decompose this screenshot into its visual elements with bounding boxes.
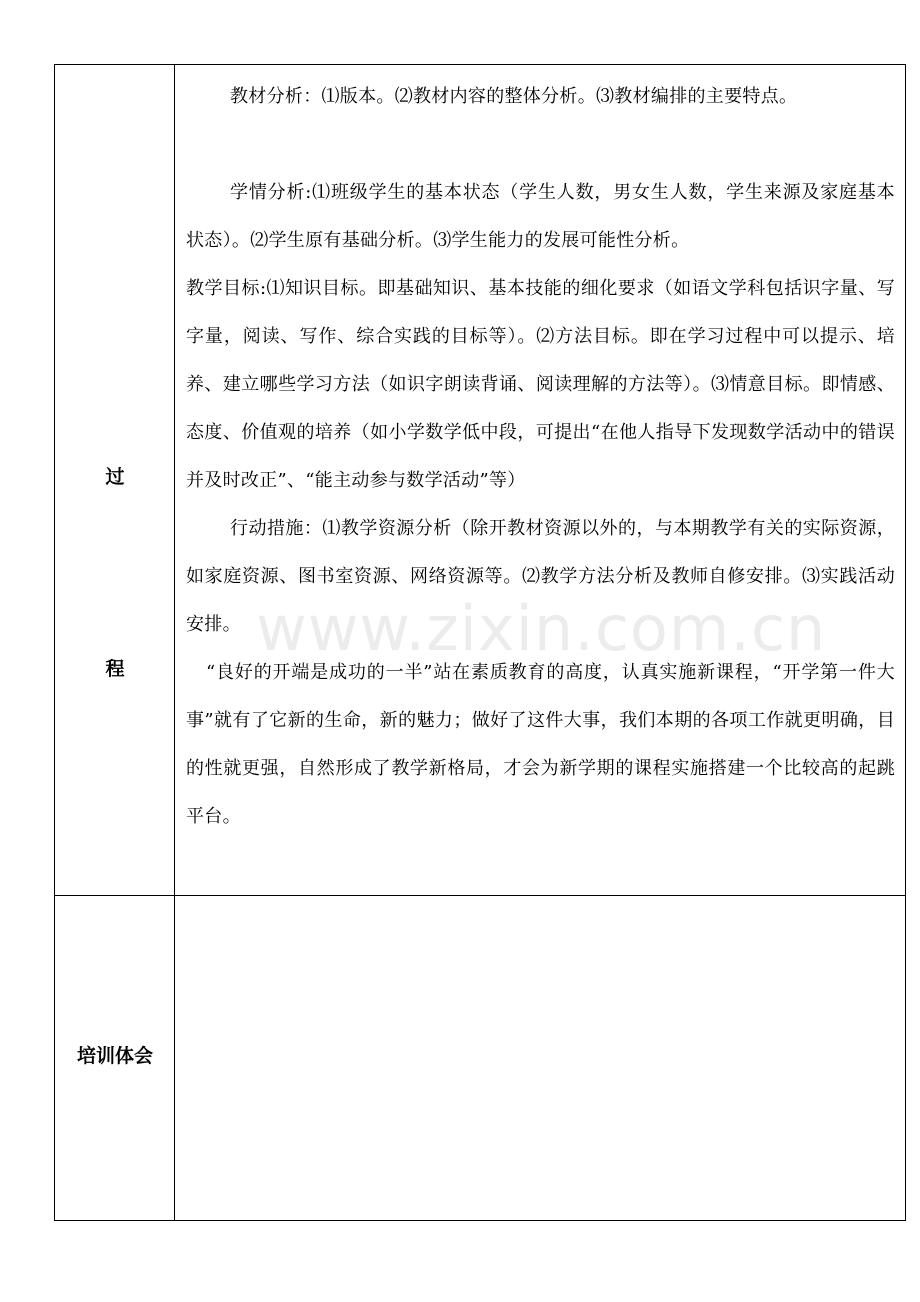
action-measures-paragraph: 行动措施：⑴教学资源分析（除开教材资源以外的，与本期教学有关的实际资源，如家庭资源、图书室资源、网络资源等。⑵教学方法分析及教师自修安排。⑶实践活动安排。 [186,518,895,635]
process-content-cell [175,65,906,896]
process-label-char-2: 程 [105,658,125,680]
process-row [55,65,906,896]
training-reflection-label-cell [55,896,175,1221]
document-table [54,64,906,1221]
training-reflection-row [55,896,906,1221]
watermark-text: www.zixin.com.cn [256,592,827,665]
process-label-cell [55,65,175,896]
training-reflection-content-cell[interactable] [175,896,906,1221]
learner-analysis-paragraph: 学情分析:⑴班级学生的基本状态（学生人数，男女生人数，学生来源及家庭基本状态）。⑵学生原有基础分析。⑶学生能力的发展可能性分析。 [186,182,895,251]
textbook-analysis-paragraph: 教材分析：⑴版本。⑵教材内容的整体分析。⑶教材编排的主要特点。 [230,86,798,107]
summary-paragraph: “良好的开端是成功的一半”站在素质教育的高度，认真实施新课程，“开学第一件大事”就有了它新的生命，新的魅力；做好了这件大事，我们本期的各项工作就更明确，目的性就更强，自然形成了教学新格局，才会为新学期的课程实施搭建一个比较高的起跳平台。 [186,662,895,827]
teaching-goals-paragraph: 教学目标:⑴知识目标。即基础知识、基本技能的细化要求（如语文学科包括识字量、写字量，阅读、写作、综合实践的目标等）。⑵方法目标。即在学习过程中可以提示、培养、建立哪些学习方法（如识字朗读背诵、阅读理解的方法等）。⑶情意目标。即情感、态度、价值观的培养（如小学数学低中段，可提出“在他人指导下发现数学活动中的错误并及时改正”、“能主动参与数学活动”等） [186,278,895,491]
process-label-char-1: 过 [105,466,125,488]
training-reflection-label: 培训体会 [76,1045,153,1067]
